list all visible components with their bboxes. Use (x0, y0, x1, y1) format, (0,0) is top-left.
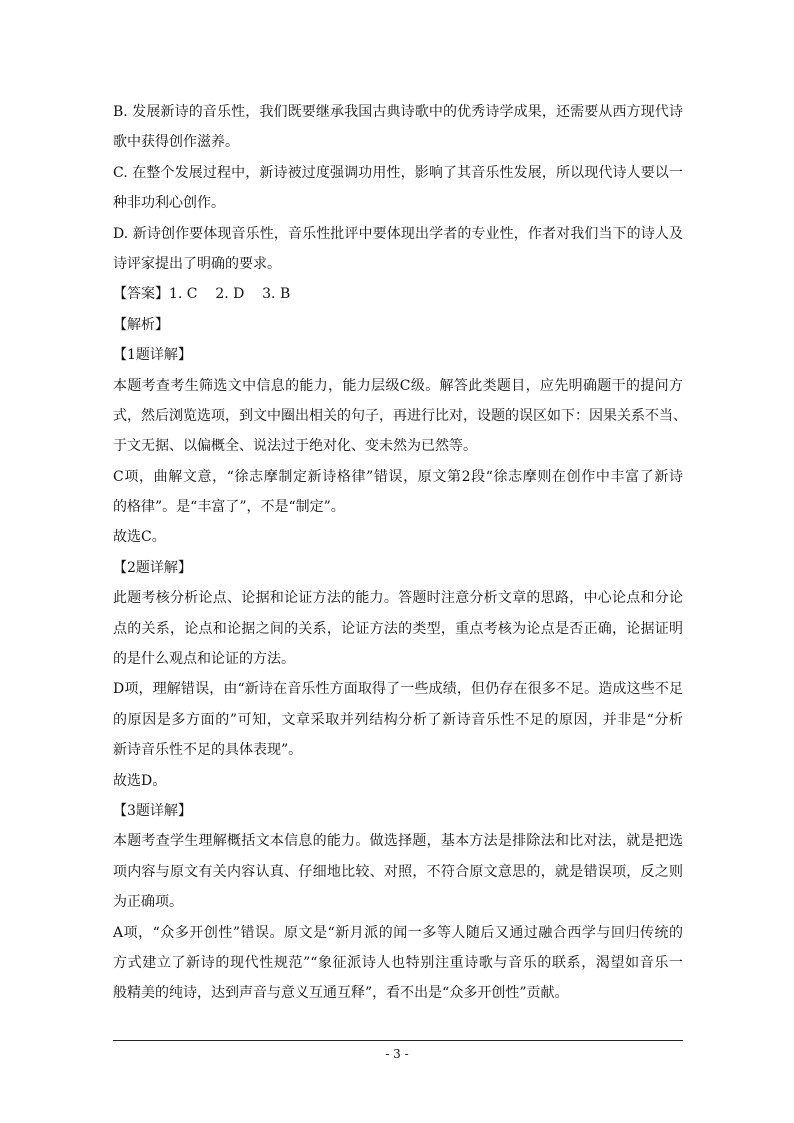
option-d-line-2: 诗评家提出了明确的要求。 (113, 255, 281, 272)
page-number: - 3 - (385, 1047, 409, 1061)
q1-explanation-line-2: 的格律”。是“丰富了”，不是“制定”。 (113, 499, 345, 516)
q3-paragraph-line-1: 本题考查学生理解概括文本信息的能力。做选择题，基本方法是排除法和比对法，就是把选 (113, 833, 683, 850)
q3-heading: 【3题详解】 (113, 802, 192, 819)
footer-divider (113, 1040, 683, 1041)
q3-explanation-line-2: 方式建立了新诗的现代性规范”“象征派诗人也特别注重诗歌与音乐的联系，渴望如音乐一 (113, 954, 683, 971)
q2-conclusion: 故选D。 (113, 772, 167, 789)
q2-paragraph-line-3: 的是什么观点和论证的方法。 (113, 651, 295, 668)
q2-explanation-line-1: D项，理解错误，由“新诗在音乐性方面取得了一些成绩，但仍存在很多不足。造成这些不足 (113, 681, 683, 698)
q2-paragraph-line-2: 点的关系，论点和论据之间的关系，论证方法的类型，重点考核为论点是否正确，论据证明 (113, 620, 683, 637)
q1-heading: 【1题详解】 (113, 347, 192, 364)
q2-explanation-line-3: 新诗音乐性不足的具体表现”。 (113, 742, 303, 759)
option-b-line-2: 歌中获得创作滋养。 (113, 134, 239, 151)
q2-paragraph-line-1: 此题考核分析论点、论据和论证方法的能力。答题时注意分析文章的思路，中心论点和分论 (113, 590, 683, 607)
analysis-heading: 【解析】 (113, 316, 169, 333)
option-b-line-1: B. 发展新诗的音乐性，我们既要继承我国古典诗歌中的优秀诗学成果，还需要从西方现代诗 (113, 104, 683, 120)
option-c-line-1: C. 在整个发展过程中，新诗被过度强调功用性，影响了其音乐性发展，所以现代诗人要以一 (113, 164, 683, 181)
q1-paragraph-line-3: 于文无据、以偏概全、说法过于绝对化、变未然为已然等。 (113, 438, 477, 455)
option-c-line-2: 种非功利心创作。 (113, 195, 225, 212)
q2-heading: 【2题详解】 (113, 559, 192, 576)
q3-explanation-line-1: A项，“众多开创性”错误。原文是“新月派的闻一多等人随后又通过融合西学与回归传统的 (113, 924, 683, 941)
q3-paragraph-line-2: 项内容与原文有关内容认真、仔细地比较、对照，不符合原文意思的，就是错误项，反之则 (113, 863, 683, 880)
q1-paragraph-line-1: 本题考查考生筛选文中信息的能力，能力层级C级。解答此类题目，应先明确题干的提问方 (113, 377, 683, 394)
answer-line: 【答案】1. C 2. D 3. B (113, 286, 291, 303)
document-body (113, 97, 687, 1009)
q1-explanation-line-1: C项，曲解文意，“徐志摩制定新诗格律”错误，原文第2段“徐志摩则在创作中丰富了新诗 (113, 468, 683, 485)
q1-paragraph-line-2: 式，然后浏览选项，到文中圈出相关的句子，再进行比对，设题的误区如下：因果关系不当、 (113, 407, 687, 424)
q2-explanation-line-2: 的原因是多方面的”可知，文章采取并列结构分析了新诗音乐性不足的原因，并非是“分析 (113, 711, 683, 728)
q3-paragraph-line-3: 为正确项。 (113, 894, 183, 911)
q1-conclusion: 故选C。 (113, 529, 166, 546)
option-d-line-1: D. 新诗创作要体现音乐性，音乐性批评中要体现出学者的专业性，作者对我们当下的诗人及 (113, 225, 683, 242)
q3-explanation-line-3: 般精美的纯诗，达到声音与意义互通互释”，看不出是“众多开创性”贡献。 (113, 985, 569, 1002)
